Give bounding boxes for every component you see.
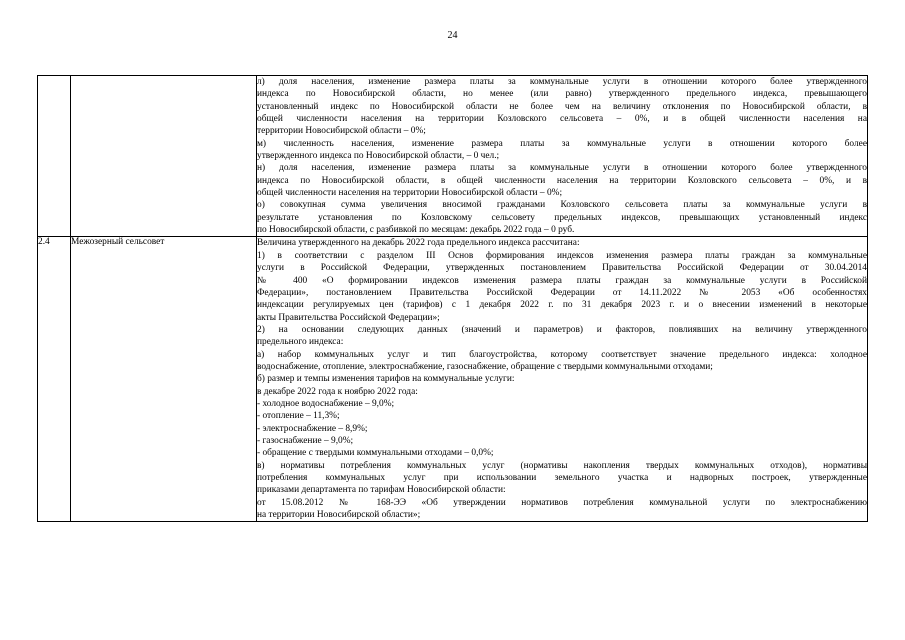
- text-line: общей численности населения на территории Новосибирской области – 0%;: [257, 188, 563, 199]
- text-line: б) размер и темпы изменения тарифов на коммунальные услуги:: [257, 374, 515, 385]
- text-line: услуги в Российской Федерации, утвержденных постановлением Правительства Российской Федерации от 30.04.2014: [257, 263, 867, 274]
- text-line: в) нормативы потребления коммунальных услуг (нормативы накопления твердых коммунальных отходов), нормативы: [257, 460, 867, 471]
- text-line: - отопление – 11,3%;: [257, 411, 340, 422]
- text-line: а) набор коммунальных услуг и тип благоустройства, которому соответствует значение предельного индекса: холодное: [257, 349, 867, 360]
- text-line: на территории Новосибирской области»;: [257, 510, 421, 521]
- text-line: Величина утвержденного на декабрь 2022 года предельного индекса рассчитана:: [257, 238, 580, 249]
- text-line: - газоснабжение – 9,0%;: [257, 435, 354, 446]
- text-line: м) численность населения, изменение размера платы за коммунальные услуги в отношении которого более: [257, 138, 867, 149]
- text-line: акты Правительства Российской Федерации»;: [257, 312, 440, 323]
- document-table: [37, 75, 868, 522]
- text-line: от 15.08.2012 № 168-ЭЭ «Об утверждении нормативов потребления коммунальной услуги по электроснабжению: [257, 497, 867, 508]
- text-line: приказами департамента по тарифам Новосибирской области:: [257, 485, 506, 496]
- text-line: н) доля населения, изменение размера платы за коммунальные услуги в отношении которого более утвержденного: [257, 163, 867, 174]
- text-line: 1) в соответствии с разделом III Основ формирования индексов изменения размера платы граждан за коммунальные: [257, 250, 867, 261]
- text-line: общей численности населения на территории Козловского сельсовета – 0%, и в общей численности населения на: [257, 114, 867, 125]
- text-line: в декабре 2022 года к ноябрю 2022 года:: [257, 386, 418, 397]
- text-line: Федерации», постановлением Правительства Российской Федерации от 14.11.2022 № 2053 «Об особенностях: [257, 287, 867, 298]
- row-number-cell: [38, 76, 71, 237]
- text-line: о) совокупная сумма увеличения вносимой гражданами Козловского сельсовета платы за коммунальные услуги в: [257, 200, 867, 211]
- text-line: № 400 «О формировании индексов изменения размера платы граждан за коммунальные услуги в Российской: [257, 275, 867, 286]
- text-line: водоснабжение, отопление, электроснабжение, газоснабжение, обращение с твердыми коммунальными отходами;: [257, 361, 713, 372]
- text-line: результате установления по Козловскому сельсовету предельных индексов, превышающих установленный индекс: [257, 212, 867, 223]
- text-line: потребления коммунальных услуг при использовании земельного участка и надворных построек, утвержденные: [257, 473, 867, 483]
- text-line: утвержденного индекса по Новосибирской области, – 0 чел.;: [257, 151, 500, 162]
- text-line: установленный индекс по Новосибирской области не более чем на величину отклонения по Новосибирской области, в: [257, 101, 867, 112]
- description-cell: [257, 237, 868, 522]
- table-row: [38, 76, 868, 237]
- settlement-name-cell: [71, 76, 257, 237]
- text-line: - обращение с твердыми коммунальными отходами – 0,0%;: [257, 448, 494, 459]
- text-line: индекса по Новосибирской области, в общей численности населения на территории Козловского сельсовета – 0%, и в: [257, 175, 867, 186]
- text-line: территории Новосибирской области – 0%;: [257, 126, 426, 137]
- settlement-name-cell: Межозерный сельсовет: [71, 237, 257, 522]
- text-line: индексации регулируемых цен (тарифов) с 1 декабря 2022 г. по 31 декабря 2023 г. и о внесении изменений в некоторые: [257, 300, 867, 311]
- text-line: индекса по Новосибирской области, но менее (или равно) утвержденного предельного индекса, превышающего: [257, 89, 867, 100]
- text-line: 2) на основании следующих данных (значений и параметров) и факторов, повлиявших на величину утвержденного: [257, 324, 867, 335]
- text-line: - холодное водоснабжение – 9,0%;: [257, 398, 395, 409]
- text-line: по Новосибирской области, с разбивкой по месяцам: декабрь 2022 года – 0 руб.: [257, 225, 575, 236]
- text-line: - электроснабжение – 8,9%;: [257, 423, 368, 434]
- text-line: л) доля населения, изменение размера платы за коммунальные услуги в отношении которого более утвержденного: [257, 77, 867, 87]
- text-line: предельного индекса:: [257, 337, 344, 348]
- description-cell: [257, 76, 868, 237]
- page-number: 24: [447, 30, 458, 41]
- row-number-cell: 2.4: [38, 237, 71, 522]
- table-body: [38, 76, 868, 522]
- table-row: [38, 237, 868, 522]
